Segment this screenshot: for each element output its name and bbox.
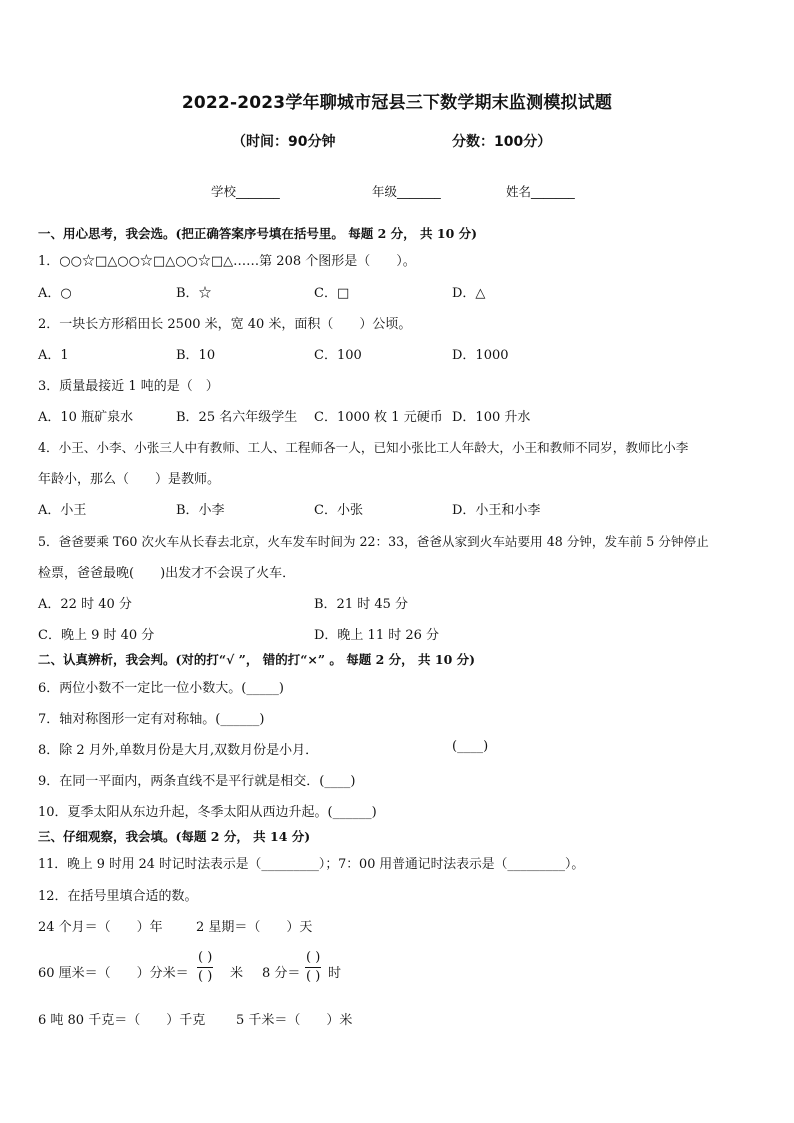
question-8: 8．除 2 月外,单数月份是大月,双数月份是小月． [38,743,319,758]
unit-meters: 米 [230,966,244,981]
question-3: 3．质量最接近 1 吨的是（ ） [38,379,219,394]
exam-time: （时间：90分钟 [232,134,336,150]
q5-option-a: A．22 时 40 分 [38,597,132,612]
q1-option-d: D．△ [452,286,486,301]
question-6: 6．两位小数不一定比一位小数大。(_____) [38,681,284,696]
name-field: 姓名_______ [506,184,575,199]
fraction-denominator: ( ) [306,969,321,984]
section-3-heading: 三、仔细观察，我会填。(每题 2 分， 共 14 分) [38,829,311,844]
question-8-blank: (____) [452,739,489,754]
q3-option-b: B．25 名六年级学生 [176,410,298,425]
conversion-months-years: 24 个月＝（ ）年 [38,920,163,935]
school-field: 学校_______ [211,184,280,199]
fraction-numerator: ( ) [197,949,213,968]
q4-option-a: A．小王 [38,503,87,518]
q3-option-d: D．100 升水 [452,410,531,425]
section-1-heading: 一、用心思考，我会选。(把正确答案序号填在括号里。 每题 2 分， 共 10 分) [38,226,478,241]
fraction-blank-hours [305,949,321,986]
conversion-weeks-days: 2 星期＝（ ）天 [196,920,313,935]
q4-option-d: D．小王和小李 [452,503,541,518]
question-12: 12．在括号里填合适的数。 [38,889,198,904]
q3-option-a: A．10 瓶矿泉水 [38,410,134,425]
q3-option-c: C．1000 枚 1 元硬币 [314,410,443,425]
conversion-km-m: 5 千米＝（ ）米 [236,1013,353,1028]
q1-option-c: C．□ [314,286,350,301]
question-2: 2．一块长方形稻田长 2500 米，宽 40 米，面积（ ）公顷。 [38,317,412,332]
grade-field: 年级_______ [372,184,441,199]
fraction-denominator: ( ) [198,969,213,984]
question-10: 10．夏季太阳从东边升起，冬季太阳从西边升起。(______) [38,805,377,820]
page-title: 2022-2023学年聊城市冠县三下数学期末监测模拟试题 [181,93,613,113]
exam-score: 分数：100分） [452,134,552,150]
q5-option-b: B．21 时 45 分 [314,597,409,612]
question-4-line-2: 年龄小，那么（ ）是教师。 [38,472,221,487]
question-1: 1．○○☆□△○○☆□△○○☆□△……第 208 个图形是（ ）。 [38,254,416,269]
conversion-cm-dm: 60 厘米＝（ ）分米＝ [38,966,189,981]
unit-hours: 时 [328,966,342,981]
q5-option-c: C．晚上 9 时 40 分 [38,628,155,643]
fraction-numerator: ( ) [305,949,321,968]
section-2-heading: 二、认真辨析，我会判。(对的打“√ ”， 错的打“×” 。 每题 2 分， 共 10 分) [38,652,476,667]
q4-option-b: B．小李 [176,503,225,518]
conversion-minutes-hours: 8 分＝ [262,966,301,981]
conversion-tons-kg: 6 吨 80 千克＝（ ）千克 [38,1013,206,1028]
question-4-line-1: 4．小王、小李、小张三人中有教师、工人、工程师各一人，已知小张比工人年龄大，小王和教师不同岁，教师比小李 [38,440,689,455]
q1-option-a: A．○ [38,286,72,301]
question-5-line-1: 5．爸爸要乘 T60 次火车从长春去北京，火车发车时间为 22：33，爸爸从家到火车站要用 48 分钟，发车前 5 分钟停止 [38,534,709,549]
q2-option-b: B．10 [176,348,216,363]
question-11: 11．晚上 9 时用 24 时记时法表示是（_________）；7：00 用普通记时法表示是（_________）。 [38,857,585,872]
q2-option-a: A．1 [38,348,69,363]
question-5-line-2: 检票，爸爸最晚( )出发才不会误了火车． [38,566,296,581]
q2-option-c: C．100 [314,348,362,363]
fraction-blank-meters [197,949,213,986]
question-7: 7．轴对称图形一定有对称轴。(______) [38,712,265,727]
question-9: 9．在同一平面内，两条直线不是平行就是相交．(____) [38,774,356,789]
q2-option-d: D．1000 [452,348,509,363]
q1-option-b: B．☆ [176,286,212,301]
q4-option-c: C．小张 [314,503,363,518]
q5-option-d: D．晚上 11 时 26 分 [314,628,440,643]
